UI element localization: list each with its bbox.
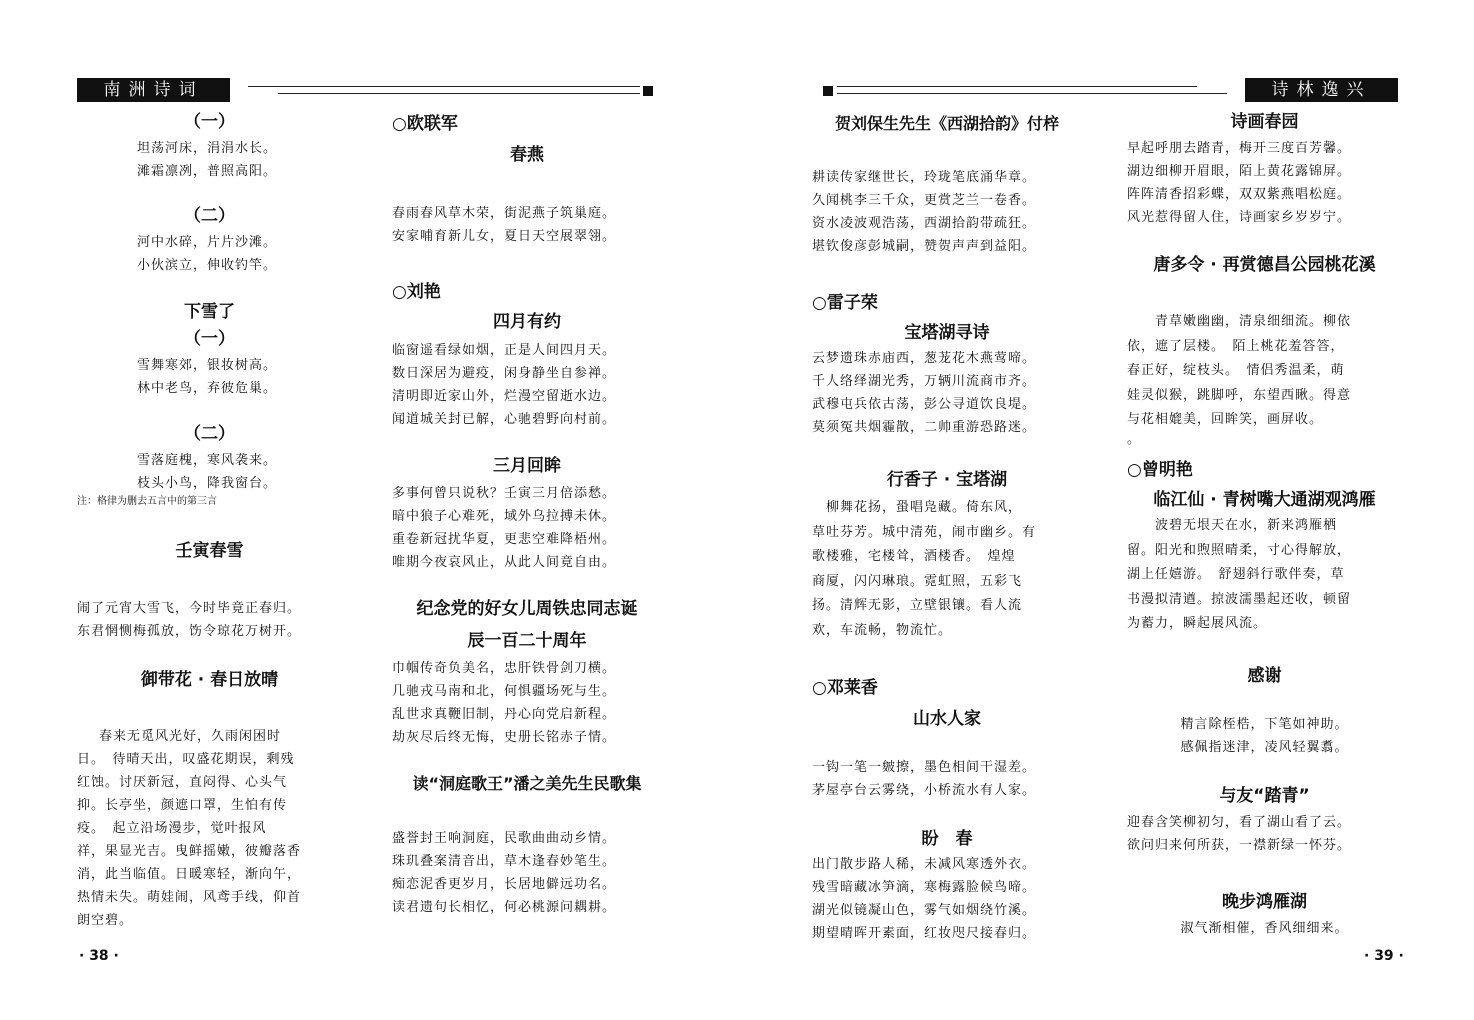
poem-title: 读“洞庭歌王”潘之美先生民歌集 (412, 774, 642, 793)
verse-line: 风光惹得留人住，诗画家乡岁岁宁。 (1127, 210, 1352, 225)
verse-line: 迎春含笑柳初匀，看了湖山看了云。 (1127, 815, 1352, 830)
subtitle: （二） (184, 206, 235, 226)
verse-line: 乱世求真鞭旧制，丹心向党启新程。 (392, 707, 617, 722)
subtitle: （一） (184, 329, 235, 349)
header-rule (278, 93, 640, 94)
poem-title: 三月回眸 (493, 456, 561, 476)
verse-line: 为蓄力，瞬起展风流。 (1127, 616, 1268, 631)
poem-title: 春燕 (510, 145, 544, 165)
verse-line: 雪舞寒郊，银妆树高。 (136, 358, 277, 373)
ci-body (812, 496, 1082, 643)
verse-line: 堪钦俊彦彭城嗣，赞贺声声到益阳。 (812, 239, 1037, 254)
verse-line: 云梦遗珠赤庙西，葱茏花木燕莺啼。 (812, 351, 1037, 366)
verse-line: 青草嫩幽幽，清泉细细流。柳依 (1127, 314, 1352, 329)
poem-title: 贺刘保生先生《西湖拾韵》付梓 (834, 114, 1059, 133)
verse-line: 早起呼朋去踏青，梅开三度百芳馨。 (1127, 141, 1352, 156)
verse-line: 出门散步路人稀，未减风寒透外衣。 (812, 857, 1037, 872)
poem-body (392, 827, 662, 919)
poem-title: 唐多令 · 再赏德昌公园桃花溪 (1153, 255, 1376, 275)
poem-title: 纪念党的好女儿周铁忠同志诞 (416, 599, 638, 619)
verse-line: 欲问归来何所获，一襟新绿一怀芬。 (1127, 838, 1352, 853)
author-name: ○欧联军 (392, 114, 458, 134)
verse-line: 残雪暗藏冰笋滴，寒梅露脸候鸟啼。 (812, 880, 1037, 895)
verse-line: 抑。长亭坐，颜遮口罩，生怕有传 (77, 798, 288, 813)
verse-line: 耕读传家继世长，玲珑笔底涌华章。 (812, 170, 1037, 185)
verse-line: 茅屋亭台云雾绕，小桥流水有人家。 (812, 783, 1037, 798)
verse-line: 柳舞花扬，蛩唱凫藏。倚东风， (812, 500, 1023, 515)
author-name: ○雷子荣 (812, 293, 878, 313)
poem-body (812, 166, 1082, 258)
poem-title: 御带花 · 春日放晴 (140, 670, 279, 690)
page-number: · 39 · (1364, 948, 1404, 964)
verse-line: 祥，果显光吉。曳鲜摇嫩，彼瓣落香 (77, 844, 302, 859)
verse-line: 娃灵似猴，跳脚呼，东望西瞅。得意 (1127, 387, 1352, 403)
header-rule (837, 86, 1197, 87)
verse-line: 春来无觅风光好，久雨闲困时 (99, 729, 282, 744)
poem-title: 诗画春园 (1230, 112, 1299, 132)
verse-line: 一钩一笔一皴擦，墨色相间干湿差。 (812, 760, 1037, 775)
right-page (737, 0, 1474, 1020)
verse-line: 书漫拟清遒。掠波濡墨起还收，顿留 (1127, 591, 1352, 607)
verse-line: 湖上任嬉游。 舒翅斜行歌伴奏，草 (1127, 567, 1345, 582)
header-square-marker (643, 86, 653, 96)
verse-line: 扬。清辉无影，立壁银镶。看人流 (812, 598, 1023, 613)
verse-line: 千人络绎湖光秀，万辆川流商市齐。 (812, 374, 1037, 389)
poem-title: 行香子 · 宝塔湖 (886, 470, 1008, 490)
verse-line: 盛誉封王响洞庭，民歌曲曲动乡情。 (392, 831, 617, 846)
verse-line: 闹了元宵大雪飞，今时毕竟正春归。 (77, 601, 302, 616)
poem-title: 盼 春 (921, 829, 973, 849)
verse-line: 滩霜凛冽，普照高阳。 (136, 164, 277, 179)
verse-line: 湖光似镜凝山色，雾气如烟绕竹溪。 (812, 903, 1037, 918)
right-header-label: 诗林逸兴 (1245, 78, 1398, 102)
verse-line: 闻道城关封已解，心驰碧野向村前。 (392, 412, 617, 427)
poem-title: 四月有约 (493, 312, 561, 332)
header-rule-thin (837, 93, 1227, 94)
verse-line: 暗中狼子心难死，域外乌拉搏未休。 (392, 509, 617, 524)
verse-line: 临窗遥看绿如烟，正是人间四月天。 (392, 343, 617, 358)
verse-line: 商厦，闪闪琳琅。霓虹照，五彩飞 (812, 573, 1023, 589)
verse-line: 波碧无垠天在水，新来鸿雁栖 (1127, 518, 1338, 533)
verse-line: 歌楼雅，宅楼耸，酒楼香。 煌煌 (812, 549, 1016, 564)
poem-body (812, 853, 1082, 945)
verse-line: 坦荡河床，涓涓水长。 (136, 141, 277, 156)
verse-line: 春雨春风草木荣，街泥燕子筑巢庭。 (392, 206, 617, 221)
verse-line: 多事何曾只说秋？壬寅三月倍添愁。 (392, 486, 617, 501)
ci-body (1127, 310, 1402, 447)
verse-line: 河中水碎，片片沙滩。 (136, 235, 277, 250)
verse-line: 红蚀。讨厌新冠，直闷得、心头气 (77, 775, 288, 790)
verse-line: 数日深居为避疫，闲身静坐自参禅。 (392, 366, 617, 381)
poem-title: 宝塔湖寻诗 (904, 323, 990, 343)
verse-line: 枝头小鸟，降我窗台。 (136, 476, 277, 491)
ci-body (1127, 514, 1402, 637)
poem-title: 感谢 (1247, 666, 1282, 686)
author-name: ○邓莱香 (812, 678, 878, 698)
verse-line: 珠玑叠案清音出，草木逢春妙笔生。 (392, 854, 617, 869)
verse-line: 依，遮了层楼。 陌上桃花羞答答， (1127, 338, 1345, 354)
verse-line: 读君遗句长相忆，何必桃源问耦耕。 (392, 900, 617, 915)
poem-title-cont: 辰一百二十周年 (467, 631, 587, 651)
poem-title: 晚步鸿雁湖 (1222, 892, 1307, 912)
subtitle: （二） (184, 424, 235, 444)
verse-line: 莫须冤共烟霾散，二帅重游恐路迷。 (812, 420, 1037, 435)
author-name: ○刘艳 (392, 282, 441, 302)
poem-title: 临江仙 · 青树嘴大通湖观鸿雁 (1153, 490, 1376, 510)
verse-line: 巾帼传奇负美名，忠肝铁骨剑刀横。 (392, 661, 617, 676)
verse-line: 清明即近家山外，烂漫空留逝水边。 (392, 389, 617, 404)
verse-line: 林中老鸟，弃彼危巢。 (136, 381, 277, 396)
poem-body (812, 347, 1082, 439)
poem-body (1127, 137, 1402, 229)
page-number: · 38 · (79, 948, 119, 964)
poem-title: 壬寅春雪 (175, 541, 244, 561)
verse-line: 安家哺育新儿女，夏日天空展翠翎。 (392, 229, 617, 244)
poem-body (392, 657, 662, 749)
subtitle: （一） (184, 112, 235, 132)
author-name: ○曾明艳 (1127, 460, 1193, 480)
left-header-label: 南洲诗词 (77, 78, 230, 102)
verse-line: 阵阵清香招彩蝶，双双紫燕唱松庭。 (1127, 187, 1352, 202)
header-square-marker (823, 86, 833, 96)
verse-line: 劫灰尽后终无悔，史册长铭赤子情。 (392, 730, 617, 745)
verse-line: 留。阳光和煦照晴柔，寸心得解放， (1127, 542, 1352, 558)
header-rule-thin (248, 86, 640, 87)
verse-line: 精言除桎梏，下笔如神助。 (1180, 717, 1349, 732)
verse-line: 期望晴晖开素面，红妆咫尺接春归。 (812, 926, 1037, 941)
ci-body (77, 725, 347, 932)
poem-body (392, 339, 662, 431)
verse-line: 消，此当临值。日暖寒轻，渐向午， (77, 867, 302, 882)
verse-line: 资水凌波观浩荡，西湖拾韵带疏狂。 (812, 216, 1037, 231)
verse-line: 与花相媲美，回眸笑，画屏收。 (1127, 412, 1324, 427)
verse-line: 。 (1127, 431, 1142, 447)
footnote: 注：格律为删去五言中的第三言 (77, 496, 217, 507)
verse-line: 春正好，绽枝头。 情侣秀温柔，萌 (1127, 363, 1345, 378)
verse-line: 唯期今夜哀风止，从此人间竟自由。 (392, 555, 617, 570)
verse-line: 几驰戎马南和北，何惧疆场死与生。 (392, 684, 617, 699)
verse-line: 感佩指迷津，凌风轻翼翥。 (1180, 740, 1349, 755)
verse-line: 湖边细柳开眉眼，陌上黄花露锦屏。 (1127, 164, 1352, 179)
verse-line: 日。 待晴天出，叹盛花期误，剩残 (77, 752, 295, 767)
poem-body (392, 482, 662, 574)
verse-line: 热情未失。萌娃闹，风鸢手线，仰首 (77, 890, 302, 905)
verse-line: 欢，车流畅，物流忙。 (812, 622, 953, 638)
verse-line: 朗空碧。 (77, 913, 134, 928)
verse-line: 疫。 起立沿场漫步，觉叶报风 (77, 821, 267, 836)
verse-line: 草吐芬芳。城中清苑，闹市幽乡。有 (812, 524, 1037, 540)
verse-line: 痴恋泥香更岁月，长居地僻远功名。 (392, 877, 617, 892)
verse-line: 武穆屯兵依古荡，彭公寻道饮良堤。 (812, 397, 1037, 412)
verse-line: 重卷新冠扰华夏，更悲空难降梧州。 (392, 532, 617, 547)
poem-title: 山水人家 (913, 709, 981, 729)
verse-line: 东君惘恻梅孤放，饬令琼花万树开。 (77, 624, 302, 639)
poem-title: 与友“踏青” (1219, 786, 1310, 806)
poem-title: 下雪了 (184, 302, 235, 322)
verse-line: 雪落庭槐，寒风袭来。 (136, 453, 277, 468)
verse-line: 久闻桃李三千众，更赏芝兰一卷香。 (812, 193, 1037, 208)
verse-line: 淑气渐相催，香风细细来。 (1180, 921, 1349, 936)
verse-line: 小伙滨立，伸收钓竿。 (136, 258, 277, 273)
